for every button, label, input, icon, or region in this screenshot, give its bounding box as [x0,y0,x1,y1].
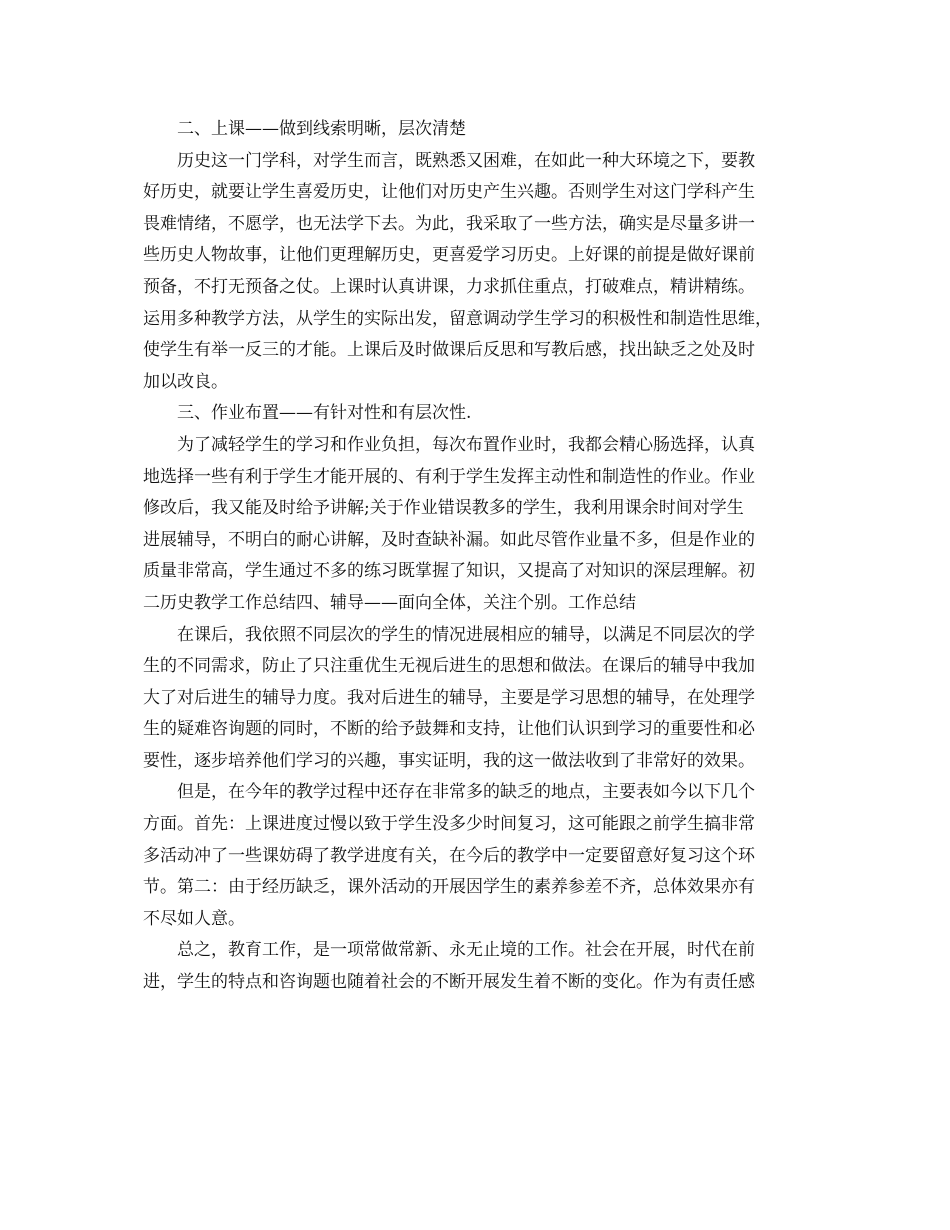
paragraph-line: 生的疑难咨询题的同时，不断的给予鼓舞和支持，让他们认识到学习的重要性和必 [143,719,755,740]
section-heading: 二、上课——做到线索明晰，层次清楚 [177,119,466,139]
paragraph-line: 地选择一些有利于学生才能开展的、有利于学生发挥主动性和制造性的作业。作业 [143,466,755,487]
section-heading: 三、作业布置——有针对性和有层次性. [177,403,472,424]
paragraph-line: 使学生有举一反三的才能。上课后及时做课后反思和写教后感，找出缺乏之处及时 [143,340,755,361]
paragraph-line: 在课后，我依照不同层次的学生的情况进展相应的辅导，以满足不同层次的学 [177,624,755,645]
paragraph-line: 要性，逐步培养他们学习的兴趣，事实证明，我的这一做法收到了非常好的效果。 [143,750,755,771]
paragraph-line: 方面。首先：上课进度过慢以致于学生没多少时间复习，这可能跟之前学生搞非常 [143,814,755,835]
paragraph-line: 不尽如人意。 [143,908,245,929]
paragraph-line: 大了对后进生的辅导力度。我对后进生的辅导，主要是学习思想的辅导，在处理学 [143,687,755,708]
paragraph-line: 为了减轻学生的学习和作业负担，每次布置作业时，我都会精心肠选择，认真 [177,434,755,455]
paragraph-line: 二历史教学工作总结四、辅导——面向全体，关注个别。工作总结 [143,592,636,613]
paragraph-line: 历史这一门学科，对学生而言，既熟悉又困难，在如此一种大环境之下，要教 [177,150,755,171]
paragraph-line: 生的不同需求，防止了只注重优生无视后进生的思想和做法。在课后的辅导中我加 [143,656,755,677]
paragraph-line: 节。第二：由于经历缺乏，课外活动的开展因学生的素养参差不齐，总体效果亦有 [143,877,755,898]
paragraph-line: 进，学生的特点和咨询题也随着社会的不断开展发生着不断的变化。作为有责任感 [143,972,755,993]
paragraph-line: 畏难情绪，不愿学，也无法学下去。为此，我采取了一些方法，确实是尽量多讲一 [143,213,755,234]
paragraph-line: 些历史人物故事，让他们更理解历史，更喜爱学习历史。上好课的前提是做好课前 [143,245,755,266]
paragraph-line: 总之，教育工作，是一项常做常新、永无止境的工作。社会在开展，时代在前 [177,940,755,961]
paragraph-line: 好历史，就要让学生喜爱历史，让他们对历史产生兴趣。否则学生对这门学科产生 [143,182,755,203]
paragraph-line: 多活动冲了一些课妨碍了教学进度有关，在今后的教学中一定要留意好复习这个环 [143,845,755,866]
paragraph-line: 预备，不打无预备之仗。上课时认真讲课，力求抓住重点，打破难点，精讲精练。 [143,276,755,297]
paragraph-line: 加以改良。 [143,371,228,392]
paragraph-line: 修改后，我又能及时给予讲解;关于作业错误教多的学生，我利用课余时间对学生 [143,498,744,519]
paragraph-line: 但是，在今年的教学过程中还存在非常多的缺乏的地点，主要表如今以下几个 [177,782,755,803]
document-body [143,114,823,999]
paragraph-line: 质量非常高，学生通过不多的练习既掌握了知识，又提高了对知识的深层理解。初 [143,561,755,582]
paragraph-line: 进展辅导，不明白的耐心讲解，及时查缺补漏。如此尽管作业量不多，但是作业的 [143,529,755,550]
paragraph-line: 运用多种教学方法，从学生的实际出发，留意调动学生学习的积极性和制造性思维， [143,308,772,329]
